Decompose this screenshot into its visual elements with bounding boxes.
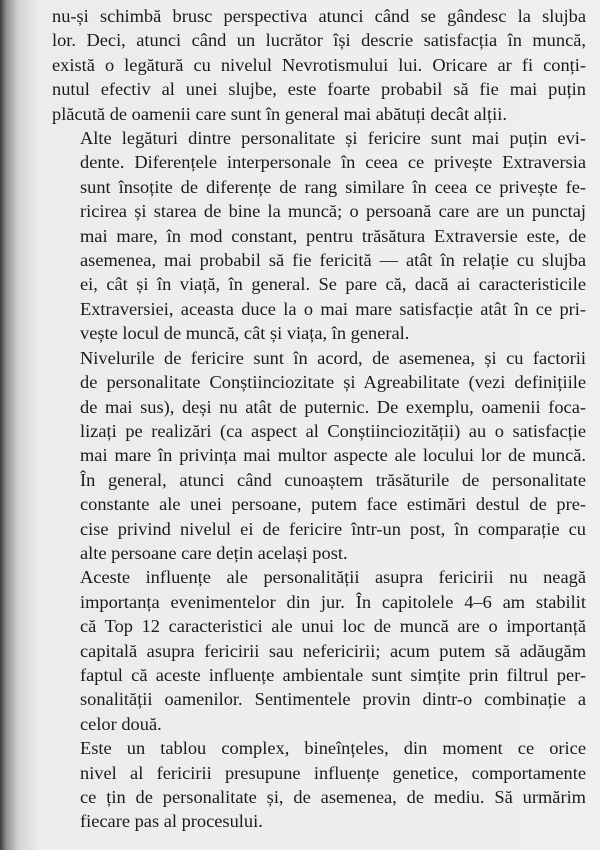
text-line: Este un tablou complex, bineînțeles, din moment ce orice: [80, 738, 586, 759]
text-line: nutul efectiv al unei slujbe, este foarte probabil să fie mai puțin: [52, 79, 586, 100]
text-line: există o legătură cu nivelul Nevrotismului lui. Oricare ar fi conți-: [52, 54, 586, 75]
text-line: lor. Deci, atunci când un lucrător își descrie satisfacția în muncă,: [52, 30, 586, 51]
text-line: cise privind nivelul ei de fericire într-un post, în comparație cu: [80, 518, 586, 539]
text-line: ce țin de personalitate și, de asemenea, de mediu. Să urmărim: [80, 787, 586, 807]
paragraph: [52, 126, 586, 346]
paragraph: [52, 4, 586, 126]
text-line: mai mare în privința mai multor aspecte ale locului lor de muncă.: [80, 445, 586, 466]
paragraph: [52, 565, 586, 736]
text-line: Aceste influențe ale personalității asupra fericirii nu neagă: [80, 567, 586, 588]
body-text: [52, 4, 586, 834]
text-line: lizați pe realizări (ca aspect al Conștiinciozității) au o satisfacție: [80, 420, 586, 441]
facing-page-edge: [0, 0, 22, 850]
text-line: ricirea și starea de bine la muncă; o persoană care are un punctaj: [80, 201, 586, 222]
text-line: constante ale unei persoane, putem face estimări destul de pre-: [80, 494, 586, 515]
paragraph: [52, 736, 586, 834]
text-line: celor două.: [80, 713, 162, 734]
text-line: nivel al fericirii presupune influențe genetice, comportamente: [80, 762, 586, 783]
text-line: capitală asupra fericirii sau nefericirii; acum putem să adăugăm: [80, 640, 586, 661]
text-line: faptul că aceste influențe ambientale sunt simțite prin filtrul per-: [80, 664, 586, 685]
text-line: Alte legături dintre personalitate și fericire sunt mai puțin evi-: [80, 128, 586, 149]
text-line: asemenea, mai probabil să fie fericită — atât în relație cu slujba: [80, 250, 586, 271]
text-line: alte persoane care dețin același post.: [80, 542, 348, 563]
text-line: plăcută de oamenii care sunt în general mai abătuți decât alții.: [52, 103, 507, 124]
text-line: de mai sus), deși nu atât de puternic. De exemplu, oamenii foca-: [80, 396, 586, 417]
paragraph: [52, 346, 586, 566]
text-line: că Top 12 caracteristici ale unui loc de muncă are o importanță: [80, 616, 586, 637]
text-line: Extraversiei, aceasta duce la o mai mare satisfacție atât în ce pri-: [80, 298, 586, 319]
text-line: În general, atunci când cunoaștem trăsăturile de personalitate: [80, 469, 586, 490]
text-line: importanța evenimentelor din jur. În capitolele 4–6 am stabilit: [80, 591, 586, 612]
text-line: de personalitate Conștiinciozitate și Agreabilitate (vezi definițiile: [80, 372, 586, 393]
text-line: nu-și schimbă brusc perspectiva atunci când se gândesc la slujba: [52, 6, 586, 26]
text-line: fiecare pas al procesului.: [80, 811, 263, 832]
text-line: sonalității oamenilor. Sentimentele provin dintr-o combinație a: [80, 689, 586, 710]
text-line: mai mare, în mod constant, pentru trăsătura Extraversie este, de: [80, 225, 586, 246]
text-line: ei, cât și în viață, în general. Se pare că, dacă ai caracteristicile: [80, 274, 586, 295]
text-line: Nivelurile de fericire sunt în acord, de asemenea, și cu factorii: [80, 347, 586, 368]
text-line: sunt însoțite de diferențe de rang similare în ceea ce privește fe-: [80, 176, 586, 197]
text-line: dente. Diferențele interpersonale în ceea ce privește Extraversia: [80, 152, 586, 173]
text-line: vește locul de muncă, cât și viața, în general.: [80, 323, 410, 344]
